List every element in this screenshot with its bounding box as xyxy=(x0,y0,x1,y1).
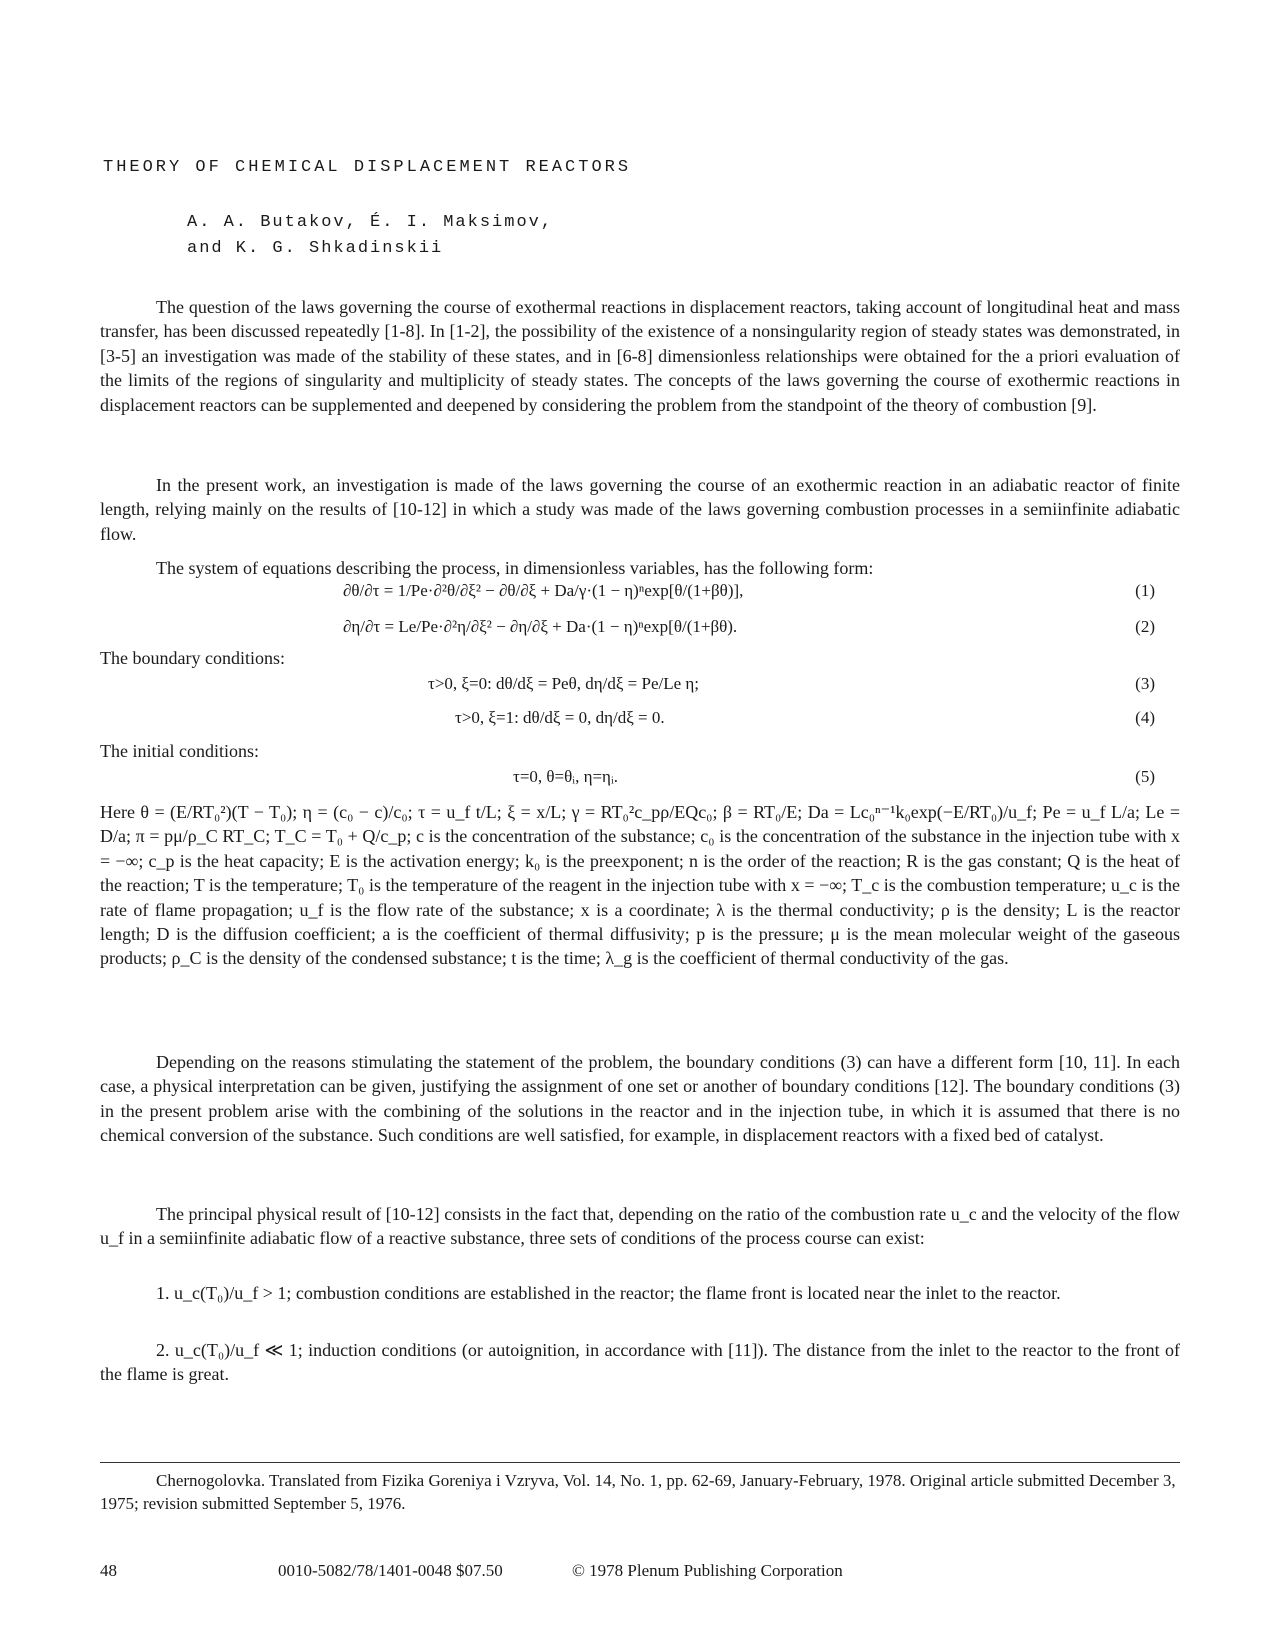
equation-5-number: (5) xyxy=(1135,767,1155,786)
equation-2-number: (2) xyxy=(1135,617,1155,636)
equation-4-body: τ>0, ξ=1: dθ/dξ = 0, dη/dξ = 0. xyxy=(455,708,665,727)
equation-5-body: τ=0, θ=θᵢ, η=ηᵢ. xyxy=(513,767,618,786)
list-item-2: 2. u_c(T₀)/u_f ≪ 1; induction conditions (or autoignition, in accordance with [11]). The distance from the inlet to the reactor to the front of the flame is great. xyxy=(100,1340,1180,1385)
paragraph-system-intro: The system of equations describing the process, in dimensionless variables, has the following form: xyxy=(156,558,874,578)
equation-3 xyxy=(100,674,1155,700)
authors-line-1: A. A. Butakov, É. I. Maksimov, xyxy=(187,213,554,232)
list-item-1: 1. u_c(T₀)/u_f > 1; combustion conditions are established in the reactor; the flame front is located near the inlet to the reactor. xyxy=(156,1283,1061,1303)
paper-title: THEORY OF CHEMICAL DISPLACEMENT REACTORS xyxy=(103,158,632,177)
authors xyxy=(187,210,553,262)
paragraph-boundary-form: Depending on the reasons stimulating the statement of the problem, the boundary conditions (3) can have a different form [10, 11]. In each case, a physical interpretation can be given, justifying the assignment of one set or another of boundary conditions [12]. The boundary conditions (3) in the present problem arise with the combining of the solutions in the reactor and in the injection tube, in which it is assumed that there is no chemical conversion of the substance. Such conditions are well satisfied, for example, in displacement reactors with a fixed bed of catalyst. xyxy=(100,1052,1180,1146)
equation-3-body: τ>0, ξ=0: dθ/dξ = Peθ, dη/dξ = Pe/Le η; xyxy=(428,674,700,693)
footnote: Chernogolovka. Translated from Fizika Goreniya i Vzryva, Vol. 14, No. 1, pp. 62-69, January-February, 1978. Original article submitted December 3, 1975; revision submitted September 5, 1976. xyxy=(100,1471,1176,1513)
equation-4 xyxy=(100,708,1155,734)
authors-line-2: and K. G. Shkadinskii xyxy=(187,239,444,258)
initial-conditions-label: The initial conditions: xyxy=(100,741,259,761)
paragraph-notation: Here θ = (E/RT₀²)(T − T₀); η = (c₀ − c)/c₀; τ = u_f t/L; ξ = x/L; γ = RT₀²c_pρ/EQc₀; β = RT₀/E; Da = Lc₀ⁿ⁻¹k₀exp(−E/RT₀)/u_f; Pe = u_f L/a; Le = D/a; π = pμ/ρ_C RT_C; T_C = T₀ + Q/c_p; c is the concentration of the substance; c₀ is the concentration of the substance in the injection tube with x = −∞; c_p is the heat capacity; E is the activation energy; k₀ is the preexponent; n is the order of the reaction; R is the gas constant; Q is the heat of the reaction; T is the temperature; T₀ is the temperature of the reagent in the injection tube with x = −∞; T_c is the combustion temperature; u_c is the rate of flame propagation; u_f is the flow rate of the substance; x is a coordinate; λ is the thermal conductivity; ρ is the density; L is the reactor length; D is the diffusion coefficient; a is the coefficient of thermal diffusivity; p is the pressure; μ is the mean molecular weight of the gaseous products; ρ_C is the density of the condensed substance; t is the time; λ_g is the coefficient of thermal conductivity of the gas. xyxy=(100,802,1180,969)
equation-3-number: (3) xyxy=(1135,674,1155,693)
equation-1-body: ∂θ/∂τ = 1/Pe·∂²θ/∂ξ² − ∂θ/∂ξ + Da/γ·(1 − η)ⁿexp[θ/(1+βθ)], xyxy=(343,581,744,600)
equation-1 xyxy=(100,581,1155,607)
equation-2 xyxy=(100,617,1155,643)
equation-1-number: (1) xyxy=(1135,581,1155,600)
paragraph-intro: The question of the laws governing the course of exothermal reactions in displacement reactors, taking account of longitudinal heat and mass transfer, has been discussed repeatedly [1-8]. In [1-2], the possibility of the existence of a nonsingularity region of steady states was demonstrated, in [3-5] an investigation was made of the stability of these states, and in [6-8] dimensionless relationships were obtained for the a priori evaluation of the limits of the regions of singularity and multiplicity of steady states. The concepts of the laws governing the course of exothermic reactions in displacement reactors can be supplemented and deepened by considering the problem from the standpoint of the theory of combustion [9]. xyxy=(100,297,1180,415)
footnote-divider xyxy=(100,1462,1180,1463)
copyright: © 1978 Plenum Publishing Corporation xyxy=(572,1561,843,1580)
article-code: 0010-5082/78/1401-0048 $07.50 xyxy=(278,1561,503,1580)
paragraph-principal-result: The principal physical result of [10-12] consists in the fact that, depending on the ratio of the combustion rate u_c and the velocity of the flow u_f in a semiinfinite adiabatic flow of a reactive substance, three sets of conditions of the process course can exist: xyxy=(100,1204,1180,1249)
boundary-conditions-label: The boundary conditions: xyxy=(100,648,285,668)
equation-4-number: (4) xyxy=(1135,708,1155,727)
equation-2-body: ∂η/∂τ = Le/Pe·∂²η/∂ξ² − ∂η/∂ξ + Da·(1 − η)ⁿexp[θ/(1+βθ). xyxy=(343,617,738,636)
page-number: 48 xyxy=(100,1561,117,1580)
paragraph-present-work: In the present work, an investigation is made of the laws governing the course of an exothermic reaction in an adiabatic reactor of finite length, relying mainly on the results of [10-12] in which a study was made of the laws governing combustion processes in a semiinfinite adiabatic flow. xyxy=(100,475,1180,544)
equation-5 xyxy=(100,767,1155,793)
